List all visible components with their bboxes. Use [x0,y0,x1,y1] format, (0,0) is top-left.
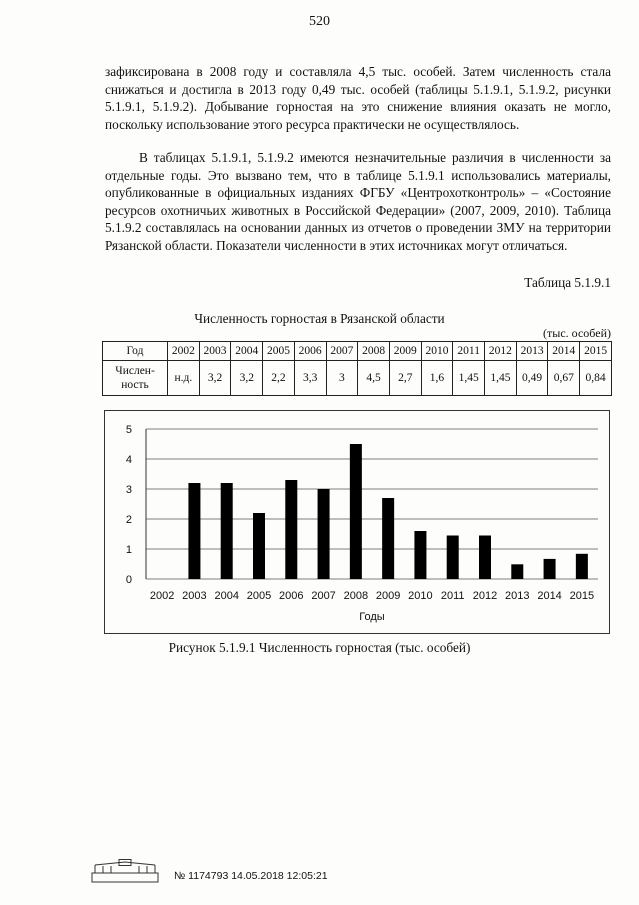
table-title: Численность горностая в Рязанской области [194,311,445,326]
table-header-row [103,342,612,361]
bar-2006 [285,480,297,579]
y-tick-label: 5 [125,424,132,436]
x-tick-label: 2015 [569,590,595,602]
x-tick-label: 2011 [440,590,465,602]
figure-caption: Рисунок 5.1.9.1 Численность горностая (тыс. особей) [168,640,471,655]
paragraph-1: зафиксирована в 2008 году и составляла 4,5 тыс. особей. Затем численность стала снижаться и достигла в 2013 году 0,49 тыс. особей (таблицы 5.1.9.1, 5.1.9.2, рисунки 5.1.9.1, 5.1.9.2). Добывание горностая на это снижение влияния оказать не могло, поскольку использование этого ресурса практически не осуществлялось. [105,64,611,132]
x-tick-label: 2009 [375,590,401,602]
table-year-cell: 2011 [453,342,485,361]
x-tick-label: 2012 [472,590,498,602]
x-axis-label: Годы [359,611,385,623]
y-tick-label: 0 [125,574,132,586]
government-stamp-logo-icon [91,859,159,883]
bar-chart [104,410,610,634]
x-tick-label: 2014 [537,590,562,602]
population-table [102,341,612,396]
paragraph-2: В таблицах 5.1.9.1, 5.1.9.2 имеются незначительные различия в численности за отдельные годы. Это вызвано тем, что в таблице 5.1.9.1 использовались материалы, опубликованные в официальных изданиях ФГБУ «Центрохотконтроль» – «Состояние ресурсов охотничьих животных в Российской Федерации» (2007, 2009, 2010). Таблица 5.1.9.2 составлялась на основании данных из отчетов о проведении ЗМУ на территории Рязанской области. Показатели численности в этих источниках могут отличаться. [105,150,611,253]
x-tick-label: 2002 [149,590,175,602]
table-values-row [103,361,612,396]
y-tick-label: 1 [125,544,132,556]
table-year-cell: 2015 [580,342,612,361]
bar-2009 [382,498,394,579]
table-value-cell: 2,2 [263,361,295,396]
x-tick-label: 2005 [246,590,272,602]
table-year-cell: 2012 [485,342,517,361]
table-year-cell: 2007 [326,342,358,361]
bar-2014 [544,559,556,579]
y-tick-label: 4 [125,454,132,466]
table-year-cell: 2006 [294,342,326,361]
table-header-label: Год [103,342,168,361]
table-row-label: Числен-ность [103,361,168,396]
table-year-cell: 2002 [168,342,200,361]
table-year-cell: 2009 [389,342,421,361]
page-number: 520 [309,14,330,29]
x-tick-label: 2013 [505,590,530,602]
table-value-cell: 1,45 [485,361,517,396]
table-year-cell: 2014 [548,342,580,361]
bar-2007 [318,489,330,579]
table-value-cell: 1,6 [421,361,453,396]
x-tick-label: 2007 [311,590,336,602]
x-tick-label: 2003 [182,590,207,602]
bar-2012 [479,536,491,580]
bar-2013 [511,564,523,579]
x-tick-label: 2010 [408,590,433,602]
bar-2011 [447,536,459,580]
table-year-cell: 2010 [421,342,453,361]
bar-2005 [253,513,265,579]
bar-2015 [576,554,588,579]
table-value-cell: 3,2 [231,361,263,396]
table-year-cell: 2005 [263,342,295,361]
table-year-cell: 2013 [516,342,548,361]
x-tick-label: 2006 [279,590,304,602]
table-value-cell: 4,5 [358,361,390,396]
table-value-cell: н.д. [168,361,200,396]
table-value-cell: 0,67 [548,361,580,396]
table-year-cell: 2008 [358,342,390,361]
bar-2008 [350,444,362,579]
table-caption: Таблица 5.1.9.1 [524,275,611,290]
table-value-cell: 0,84 [580,361,612,396]
registration-stamp-text: № 1174793 14.05.2018 12:05:21 [174,870,328,882]
table-units: (тыс. особей) [543,326,611,340]
table-value-cell: 3 [326,361,358,396]
x-tick-label: 2008 [343,590,369,602]
bar-2003 [188,483,200,579]
table-value-cell: 0,49 [516,361,548,396]
table-value-cell: 1,45 [453,361,485,396]
table-year-cell: 2003 [199,342,231,361]
table-value-cell: 2,7 [389,361,421,396]
table-value-cell: 3,2 [199,361,231,396]
bar-2010 [414,531,426,579]
y-tick-label: 2 [125,514,132,526]
table-year-cell: 2004 [231,342,263,361]
bar-2004 [221,483,233,579]
y-tick-label: 3 [125,484,132,496]
table-value-cell: 3,3 [294,361,326,396]
x-tick-label: 2004 [214,590,239,602]
